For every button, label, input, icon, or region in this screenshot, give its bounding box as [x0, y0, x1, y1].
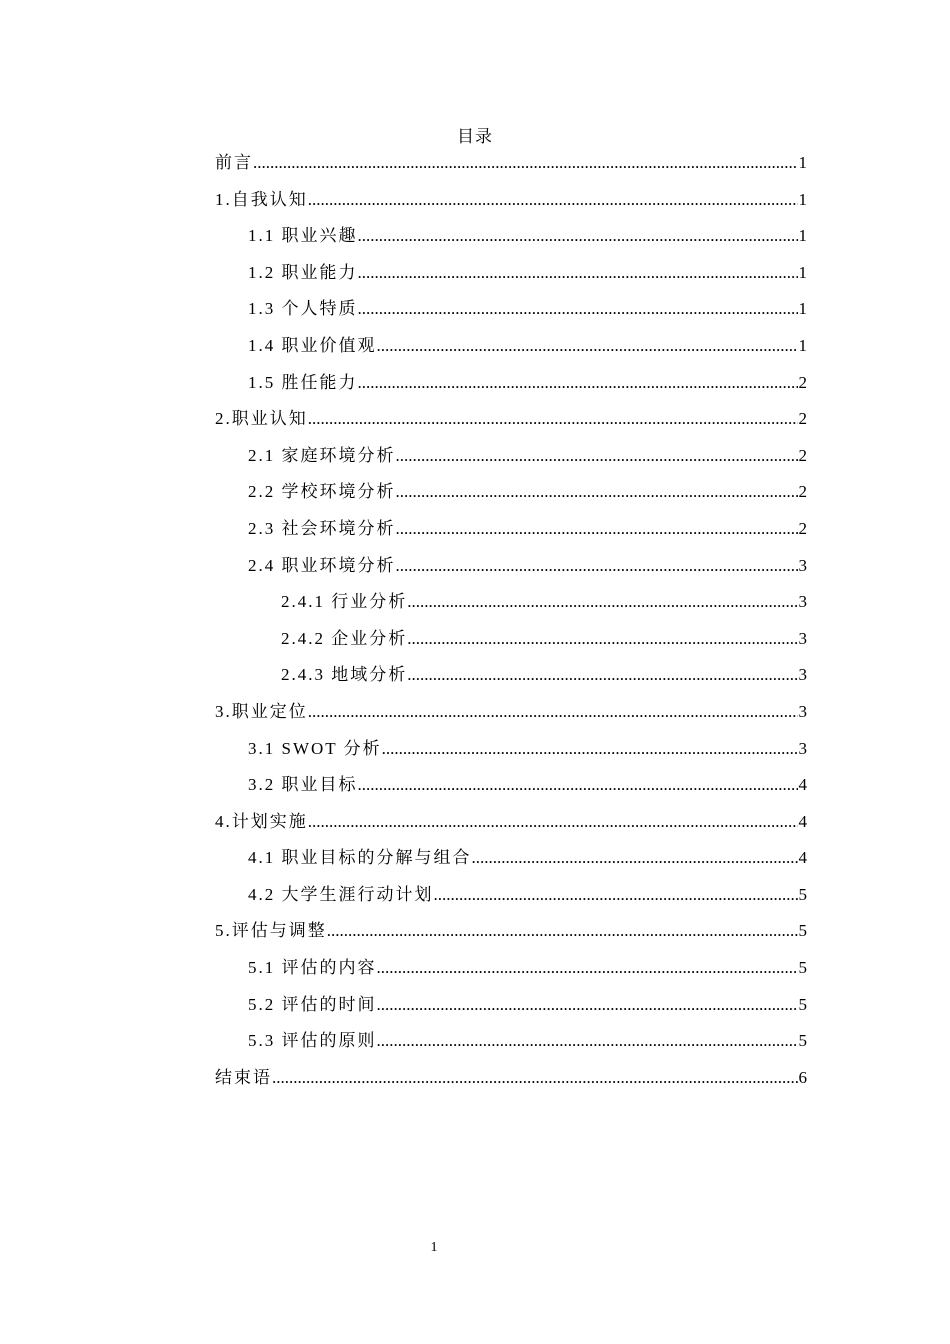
toc-entry-page: 5: [798, 921, 807, 941]
toc-entry-label: 2.3 社会环境分析: [248, 518, 396, 538]
toc-entry[interactable]: [215, 297, 807, 334]
toc-dot-leader: [308, 700, 798, 724]
toc-entry-page: 3: [798, 701, 807, 721]
toc-entry-page: 2: [798, 372, 807, 392]
toc-dot-leader: [396, 444, 798, 468]
toc-entry[interactable]: [215, 517, 807, 554]
toc-dot-leader: [308, 188, 798, 212]
toc-dot-leader: [377, 334, 798, 358]
toc-entry-label: 2.4.2 企业分析: [281, 628, 408, 648]
toc-entry[interactable]: [215, 627, 807, 664]
toc-entry-page: 3: [798, 665, 807, 685]
toc-dot-leader: [358, 371, 798, 395]
toc-entry-page: 1: [798, 226, 807, 246]
toc-entry-label: 4.2 大学生涯行动计划: [248, 884, 434, 904]
toc-entry-page: 3: [798, 592, 807, 612]
toc-dot-leader: [396, 480, 798, 504]
toc-entry[interactable]: [215, 554, 807, 591]
toc-dot-leader: [358, 773, 798, 797]
toc-dot-leader: [358, 297, 798, 321]
toc-entry[interactable]: [215, 444, 807, 481]
toc-dot-leader: [382, 737, 798, 761]
toc-entry-page: 2: [798, 409, 807, 429]
toc-dot-leader: [377, 956, 798, 980]
toc-entry[interactable]: [215, 590, 807, 627]
toc-entry[interactable]: [215, 737, 807, 774]
toc-entry-page: 6: [798, 1067, 807, 1087]
toc-entry[interactable]: [215, 1066, 807, 1103]
table-of-contents: [215, 151, 807, 1102]
toc-dot-leader: [396, 517, 798, 541]
toc-dot-leader: [327, 919, 798, 943]
toc-entry-label: 1.3 个人特质: [248, 299, 358, 319]
toc-dot-leader: [308, 810, 798, 834]
toc-entry[interactable]: [215, 700, 807, 737]
toc-entry-page: 2: [798, 518, 807, 538]
toc-title: 目录: [457, 127, 493, 146]
toc-entry-page: 3: [798, 628, 807, 648]
toc-entry-page: 1: [798, 299, 807, 319]
toc-entry-label: 3.职业定位: [215, 701, 308, 721]
toc-dot-leader: [407, 627, 797, 651]
toc-entry[interactable]: [215, 663, 807, 700]
toc-entry-label: 1.自我认知: [215, 189, 308, 209]
toc-dot-leader: [407, 590, 797, 614]
toc-entry-page: 1: [798, 189, 807, 209]
toc-entry[interactable]: [215, 224, 807, 261]
toc-entry[interactable]: [215, 480, 807, 517]
toc-entry-label: 2.4 职业环境分析: [248, 555, 396, 575]
toc-dot-leader: [308, 407, 798, 431]
toc-entry[interactable]: [215, 151, 807, 188]
toc-entry-label: 5.3 评估的原则: [248, 1031, 377, 1051]
toc-entry-label: 2.2 学校环境分析: [248, 482, 396, 502]
toc-entry-label: 前言: [215, 153, 253, 172]
toc-dot-leader: [377, 1029, 798, 1053]
toc-entry-label: 结束语: [215, 1067, 272, 1087]
toc-entry-page: 4: [798, 811, 807, 831]
toc-entry-label: 1.5 胜任能力: [248, 372, 358, 392]
toc-entry-page: 4: [798, 848, 807, 868]
toc-entry[interactable]: [215, 407, 807, 444]
toc-entry[interactable]: [215, 846, 807, 883]
toc-entry-label: 5.评估与调整: [215, 921, 327, 941]
toc-entry-label: 3.2 职业目标: [248, 775, 358, 795]
toc-entry-page: 5: [798, 994, 807, 1014]
toc-dot-leader: [434, 883, 798, 907]
toc-entry-page: 1: [798, 335, 807, 355]
toc-dot-leader: [272, 1066, 798, 1090]
toc-entry[interactable]: [215, 773, 807, 810]
toc-entry-page: 4: [798, 775, 807, 795]
toc-entry[interactable]: [215, 883, 807, 920]
toc-entry-label: 5.2 评估的时间: [248, 994, 377, 1014]
toc-entry[interactable]: [215, 810, 807, 847]
toc-entry-label: 1.1 职业兴趣: [248, 226, 358, 246]
toc-entry-page: 5: [798, 958, 807, 978]
toc-entry-page: 1: [798, 153, 807, 172]
toc-entry-page: 2: [798, 445, 807, 465]
toc-dot-leader: [472, 846, 798, 870]
toc-dot-leader: [253, 151, 798, 175]
toc-entry-label: 1.4 职业价值观: [248, 335, 377, 355]
toc-entry-label: 2.1 家庭环境分析: [248, 445, 396, 465]
toc-dot-leader: [358, 261, 798, 285]
toc-entry-label: 1.2 职业能力: [248, 262, 358, 282]
toc-entry[interactable]: [215, 956, 807, 993]
toc-entry-label: 5.1 评估的内容: [248, 958, 377, 978]
page-number: 1: [430, 1240, 438, 1255]
toc-entry-label: 2.职业认知: [215, 409, 308, 429]
toc-entry-label: 3.1 SWOT 分析: [248, 738, 382, 758]
toc-dot-leader: [407, 663, 797, 687]
toc-entry-page: 3: [798, 738, 807, 758]
toc-entry[interactable]: [215, 1029, 807, 1066]
toc-entry-page: 3: [798, 555, 807, 575]
toc-entry[interactable]: [215, 919, 807, 956]
toc-entry-label: 4.1 职业目标的分解与组合: [248, 848, 472, 868]
toc-dot-leader: [377, 993, 798, 1017]
toc-entry-label: 2.4.3 地域分析: [281, 665, 408, 685]
toc-entry-label: 4.计划实施: [215, 811, 308, 831]
toc-entry-page: 5: [798, 884, 807, 904]
toc-entry[interactable]: [215, 334, 807, 371]
toc-entry[interactable]: [215, 371, 807, 408]
toc-entry-page: 5: [798, 1031, 807, 1051]
toc-entry[interactable]: [215, 993, 807, 1030]
toc-entry-page: 2: [798, 482, 807, 502]
toc-dot-leader: [396, 554, 798, 578]
toc-entry[interactable]: [215, 261, 807, 298]
toc-entry[interactable]: [215, 188, 807, 225]
toc-entry-label: 2.4.1 行业分析: [281, 592, 408, 612]
toc-dot-leader: [358, 224, 798, 248]
toc-entry-page: 1: [798, 262, 807, 282]
